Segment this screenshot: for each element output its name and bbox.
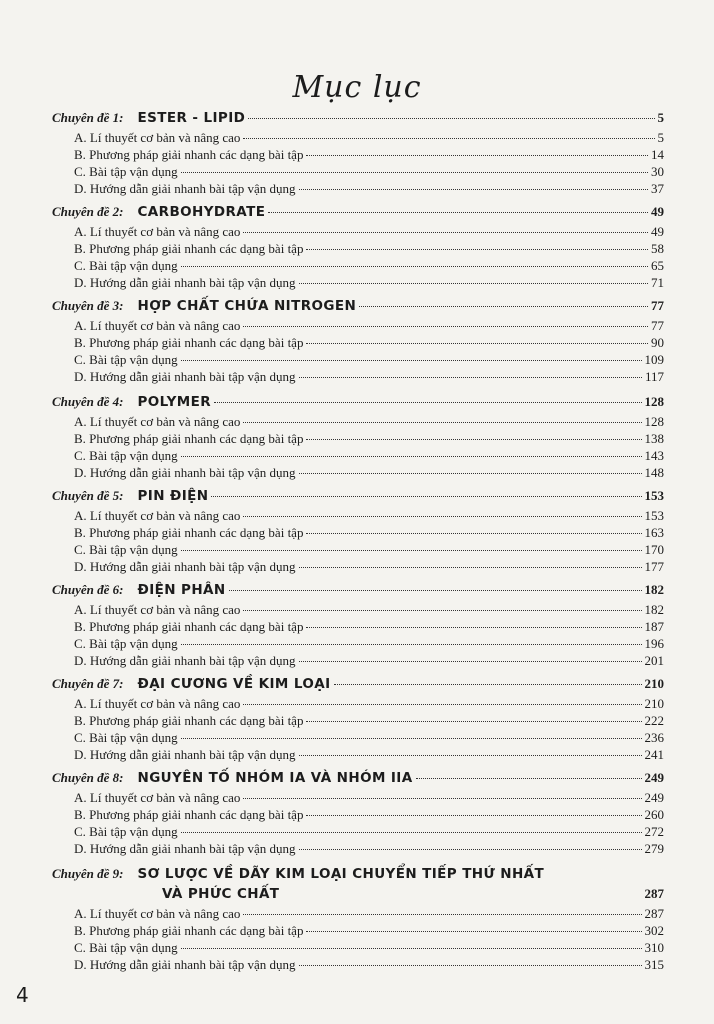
- entry-label: B. Phương pháp giải nhanh các dạng bài tập: [74, 807, 304, 822]
- toc-entry[interactable]: [52, 747, 664, 764]
- chapter-title: POLYMER: [137, 394, 211, 410]
- entry-page: 201: [644, 653, 664, 668]
- dot-leader: [181, 266, 648, 267]
- entry-page: 287: [644, 906, 664, 921]
- chapter-label: Chuyên đề 5:: [52, 488, 124, 503]
- chapter-label: Chuyên đề 4:: [52, 394, 124, 409]
- toc-entry[interactable]: [52, 414, 664, 431]
- entry-label: D. Hướng dẫn giải nhanh bài tập vận dụng: [74, 275, 296, 290]
- chapter-2: [52, 204, 664, 292]
- toc-entry[interactable]: [52, 542, 664, 559]
- entry-page: 58: [651, 241, 664, 256]
- entry-page: 170: [644, 542, 664, 557]
- entry-page: 90: [651, 335, 664, 350]
- toc-entry[interactable]: [52, 730, 664, 747]
- toc-entry[interactable]: [52, 525, 664, 542]
- dot-leader: [306, 249, 648, 250]
- dot-leader: [248, 118, 654, 119]
- toc-entry[interactable]: [52, 559, 664, 576]
- entry-label: A. Lí thuyết cơ bản và nâng cao: [74, 906, 241, 921]
- entry-page: 272: [644, 824, 664, 839]
- entry-label: D. Hướng dẫn giải nhanh bài tập vận dụng: [74, 653, 296, 668]
- entry-label: A. Lí thuyết cơ bản và nâng cao: [74, 508, 241, 523]
- entry-page: 196: [644, 636, 664, 651]
- dot-leader: [229, 590, 642, 591]
- toc-entry[interactable]: [52, 619, 664, 636]
- dot-leader: [243, 138, 654, 139]
- chapter-title: CARBOHYDRATE: [137, 204, 266, 220]
- dot-leader: [181, 738, 642, 739]
- entry-label: D. Hướng dẫn giải nhanh bài tập vận dụng: [74, 957, 296, 972]
- chapter-label: Chuyên đề 2:: [52, 204, 124, 219]
- dot-leader: [299, 189, 648, 190]
- chapter-label: Chuyên đề 8:: [52, 770, 124, 785]
- entry-label: C. Bài tập vận dụng: [74, 448, 178, 463]
- chapter-page: 49: [651, 204, 664, 219]
- toc-entry[interactable]: [52, 602, 664, 619]
- entry-page: 138: [644, 431, 664, 446]
- toc-entry[interactable]: [52, 241, 664, 258]
- entry-page: 77: [651, 318, 664, 333]
- page-number: 4: [16, 983, 29, 1007]
- entry-page: 163: [644, 525, 664, 540]
- entry-page: 49: [651, 224, 664, 239]
- entry-page: 279: [644, 841, 664, 856]
- chapter-page: 128: [644, 394, 664, 409]
- toc-entry[interactable]: [52, 224, 664, 241]
- toc-entry[interactable]: [52, 258, 664, 275]
- dot-leader: [181, 456, 642, 457]
- dot-leader: [299, 661, 642, 662]
- toc-entry[interactable]: [52, 696, 664, 713]
- dot-leader: [299, 377, 642, 378]
- toc-entry[interactable]: [52, 957, 664, 974]
- chapter-page: 77: [651, 298, 664, 313]
- dot-leader: [243, 914, 641, 915]
- dot-leader: [243, 232, 648, 233]
- entry-label: B. Phương pháp giải nhanh các dạng bài tập: [74, 335, 304, 350]
- chapter-label: Chuyên đề 1:: [52, 110, 124, 125]
- dot-leader: [181, 360, 642, 361]
- entry-label: A. Lí thuyết cơ bản và nâng cao: [74, 602, 241, 617]
- entry-label: D. Hướng dẫn giải nhanh bài tập vận dụng: [74, 747, 296, 762]
- chapter-title: PIN ĐIỆN: [137, 488, 209, 504]
- entry-page: 5: [657, 130, 664, 145]
- entry-label: C. Bài tập vận dụng: [74, 824, 178, 839]
- toc-entry[interactable]: [52, 465, 664, 482]
- chapter-row[interactable]: [52, 770, 664, 790]
- entry-page: 236: [644, 730, 664, 745]
- chapter-label: Chuyên đề 7:: [52, 676, 124, 691]
- toc-entry[interactable]: [52, 940, 664, 957]
- dot-leader: [299, 755, 642, 756]
- entry-page: 310: [644, 940, 664, 955]
- dot-leader: [299, 283, 648, 284]
- toc-entry[interactable]: [52, 508, 664, 525]
- toc-entry[interactable]: [52, 448, 664, 465]
- chapter-7: [52, 676, 664, 764]
- dot-leader: [306, 627, 641, 628]
- dot-leader: [181, 832, 642, 833]
- entry-label: A. Lí thuyết cơ bản và nâng cao: [74, 224, 241, 239]
- toc-entry[interactable]: [52, 335, 664, 352]
- chapter-page: 210: [644, 676, 664, 691]
- entry-label: C. Bài tập vận dụng: [74, 636, 178, 651]
- entry-page: 241: [644, 747, 664, 762]
- entry-page: 187: [644, 619, 664, 634]
- entry-page: 177: [644, 559, 664, 574]
- dot-leader: [299, 965, 642, 966]
- chapter-label: Chuyên đề 6:: [52, 582, 124, 597]
- toc-entry[interactable]: [52, 147, 664, 164]
- entry-page: 109: [644, 352, 664, 367]
- entry-label: A. Lí thuyết cơ bản và nâng cao: [74, 696, 241, 711]
- dot-leader: [243, 704, 641, 705]
- dot-leader: [359, 306, 648, 307]
- entry-label: D. Hướng dẫn giải nhanh bài tập vận dụng: [74, 181, 296, 196]
- entry-page: 37: [651, 181, 664, 196]
- toc-entry[interactable]: [52, 431, 664, 448]
- chapter-row[interactable]: [52, 394, 664, 414]
- entry-label: A. Lí thuyết cơ bản và nâng cao: [74, 790, 241, 805]
- chapter-row[interactable]: [52, 110, 664, 130]
- entry-label: A. Lí thuyết cơ bản và nâng cao: [74, 318, 241, 333]
- entry-label: B. Phương pháp giải nhanh các dạng bài tập: [74, 431, 304, 446]
- entry-label: B. Phương pháp giải nhanh các dạng bài tập: [74, 525, 304, 540]
- entry-page: 71: [651, 275, 664, 290]
- entry-page: 302: [644, 923, 664, 938]
- page-title: Mục lục: [292, 70, 422, 105]
- entry-label: D. Hướng dẫn giải nhanh bài tập vận dụng: [74, 559, 296, 574]
- chapter-page: 182: [644, 582, 664, 597]
- dot-leader: [243, 610, 641, 611]
- toc-entry[interactable]: [52, 181, 664, 198]
- toc-entry[interactable]: [52, 906, 664, 923]
- toc-entry[interactable]: [52, 824, 664, 841]
- toc-entry[interactable]: [52, 790, 664, 807]
- dot-leader: [416, 778, 642, 779]
- entry-page: 30: [651, 164, 664, 179]
- entry-page: 148: [644, 465, 664, 480]
- chapter-page: 287: [644, 886, 664, 901]
- chapter-row[interactable]: [52, 204, 664, 224]
- dot-leader: [306, 155, 648, 156]
- toc-entry[interactable]: [52, 841, 664, 858]
- entry-label: C. Bài tập vận dụng: [74, 164, 178, 179]
- entry-page: 182: [644, 602, 664, 617]
- entry-page: 65: [651, 258, 664, 273]
- chapter-1: [52, 110, 664, 198]
- entry-label: B. Phương pháp giải nhanh các dạng bài tập: [74, 713, 304, 728]
- entry-page: 260: [644, 807, 664, 822]
- entry-label: D. Hướng dẫn giải nhanh bài tập vận dụng: [74, 465, 296, 480]
- toc-entry[interactable]: [52, 923, 664, 940]
- chapter-title: ĐẠI CƯƠNG VỀ KIM LOẠI: [137, 676, 331, 692]
- table-of-contents: [52, 110, 664, 974]
- entry-page: 128: [644, 414, 664, 429]
- toc-entry[interactable]: [52, 318, 664, 335]
- toc-entry[interactable]: [52, 653, 664, 670]
- chapter-9: [52, 866, 664, 974]
- chapter-title: HỢP CHẤT CHỨA NITROGEN: [137, 298, 357, 314]
- entry-page: 14: [651, 147, 664, 162]
- toc-entry[interactable]: [52, 713, 664, 730]
- chapter-title-continued: VÀ PHỨC CHẤT: [162, 886, 280, 902]
- toc-entry[interactable]: [52, 275, 664, 292]
- entry-page: 153: [644, 508, 664, 523]
- chapter-title: NGUYÊN TỐ NHÓM IA VÀ NHÓM IIA: [137, 770, 413, 786]
- toc-entry[interactable]: [52, 130, 664, 147]
- chapter-row[interactable]: [52, 298, 664, 318]
- dot-leader: [306, 931, 641, 932]
- toc-entry[interactable]: [52, 369, 664, 386]
- dot-leader: [181, 550, 642, 551]
- chapter-4: [52, 394, 664, 482]
- chapter-5: [52, 488, 664, 576]
- toc-entry[interactable]: [52, 352, 664, 369]
- dot-leader: [181, 172, 648, 173]
- entry-page: 222: [644, 713, 664, 728]
- toc-entry[interactable]: [52, 164, 664, 181]
- entry-page: 117: [644, 369, 664, 384]
- dot-leader: [306, 343, 648, 344]
- chapter-8: [52, 770, 664, 858]
- entry-page: 210: [644, 696, 664, 711]
- dot-leader: [306, 721, 641, 722]
- chapter-title: ESTER - LIPID: [137, 110, 246, 126]
- dot-leader: [181, 948, 642, 949]
- dot-leader: [243, 798, 641, 799]
- entry-label: C. Bài tập vận dụng: [74, 352, 178, 367]
- entry-label: B. Phương pháp giải nhanh các dạng bài tập: [74, 619, 304, 634]
- toc-entry[interactable]: [52, 636, 664, 653]
- dot-leader: [268, 212, 648, 213]
- dot-leader: [243, 516, 641, 517]
- entry-label: D. Hướng dẫn giải nhanh bài tập vận dụng: [74, 369, 296, 384]
- entry-label: B. Phương pháp giải nhanh các dạng bài tập: [74, 241, 304, 256]
- chapter-row[interactable]: [52, 488, 664, 508]
- entry-page: 143: [644, 448, 664, 463]
- dot-leader: [299, 849, 642, 850]
- chapter-page: 153: [644, 488, 664, 503]
- dot-leader: [334, 684, 642, 685]
- dot-leader: [306, 815, 641, 816]
- dot-leader: [299, 473, 642, 474]
- chapter-title: ĐIỆN PHÂN: [137, 582, 226, 598]
- chapter-label: Chuyên đề 9:: [52, 866, 124, 881]
- chapter-label: Chuyên đề 3:: [52, 298, 124, 313]
- chapter-6: [52, 582, 664, 670]
- dot-leader: [243, 326, 648, 327]
- entry-page: 315: [644, 957, 664, 972]
- entry-label: D. Hướng dẫn giải nhanh bài tập vận dụng: [74, 841, 296, 856]
- chapter-row[interactable]: [52, 676, 664, 696]
- entry-label: B. Phương pháp giải nhanh các dạng bài tập: [74, 147, 304, 162]
- dot-leader: [211, 496, 641, 497]
- chapter-row[interactable]: [52, 582, 664, 602]
- toc-entry[interactable]: [52, 807, 664, 824]
- dot-leader: [299, 567, 642, 568]
- chapter-page: 249: [644, 770, 664, 785]
- entry-label: A. Lí thuyết cơ bản và nâng cao: [74, 414, 241, 429]
- chapter-3: [52, 298, 664, 386]
- dot-leader: [306, 439, 641, 440]
- entry-label: C. Bài tập vận dụng: [74, 730, 178, 745]
- entry-label: C. Bài tập vận dụng: [74, 940, 178, 955]
- entry-page: 249: [644, 790, 664, 805]
- chapter-title: SƠ LƯỢC VỀ DÃY KIM LOẠI CHUYỂN TIẾP THỨ NHẤT: [137, 866, 545, 882]
- entry-label: C. Bài tập vận dụng: [74, 542, 178, 557]
- entry-label: A. Lí thuyết cơ bản và nâng cao: [74, 130, 241, 145]
- dot-leader: [214, 402, 642, 403]
- dot-leader: [306, 533, 641, 534]
- chapter-page: 5: [657, 110, 664, 125]
- entry-label: B. Phương pháp giải nhanh các dạng bài tập: [74, 923, 304, 938]
- entry-label: C. Bài tập vận dụng: [74, 258, 178, 273]
- dot-leader: [181, 644, 642, 645]
- dot-leader: [243, 422, 641, 423]
